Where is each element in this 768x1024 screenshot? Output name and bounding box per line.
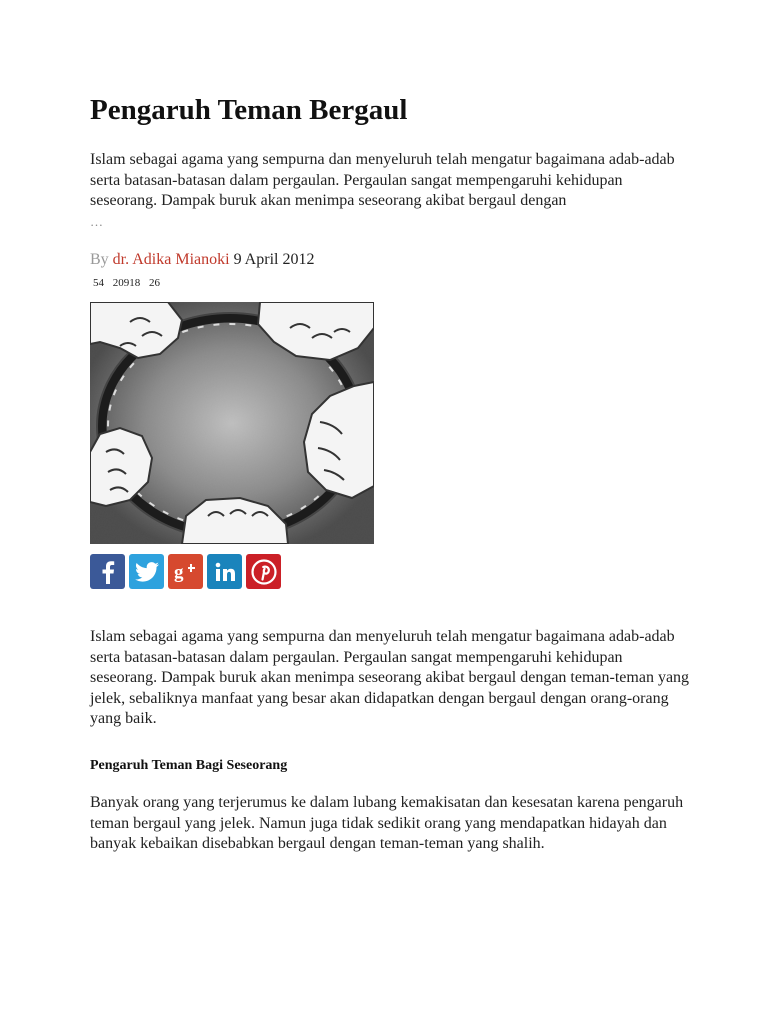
read-more-ellipsis[interactable]: …: [90, 213, 103, 229]
linkedin-share-button[interactable]: [207, 554, 242, 589]
google-plus-share-button[interactable]: [168, 554, 203, 589]
share-count-2: 20918: [112, 277, 141, 289]
publish-date: 9 April 2012: [233, 251, 315, 268]
svg-text:g: g: [173, 561, 183, 583]
twitter-share-button[interactable]: [129, 554, 164, 589]
paragraph-2: Banyak orang yang terjerumus ke dalam lubang kemakisatan dan kesesatan karena pengaruh teman bergaul yang jelek. Namun juga tidak sedikit orang yang mendapatkan hidayah dan banyak kebaikan disebabkan bergaul dengan teman-teman yang shalih.: [90, 794, 684, 852]
facebook-icon: [97, 560, 119, 584]
google-plus-icon: [173, 561, 199, 583]
facebook-share-button[interactable]: [90, 554, 125, 589]
twitter-icon: [135, 561, 159, 583]
section-heading: Pengaruh Teman Bagi Seseorang: [90, 758, 288, 773]
share-count-3: 26: [149, 277, 160, 289]
pinterest-share-button[interactable]: [246, 554, 281, 589]
article-intro: [90, 150, 690, 232]
share-buttons: [90, 554, 281, 589]
article-title: Pengaruh Teman Bergaul: [90, 94, 408, 126]
hands-ring-illustration: [90, 302, 374, 544]
hero-image: [90, 302, 374, 544]
byline: [90, 250, 314, 270]
author-link[interactable]: dr. Adika Mianoki: [112, 251, 230, 268]
paragraph-1: Islam sebagai agama yang sempurna dan menyeluruh telah mengatur bagaimana adab-adab serta batasan-batasan dalam pergaulan. Pergaulan sangat mempengaruhi kehidupan seseorang. Dampak buruk akan menimpa seseorang akibat bergaul dengan teman-teman yang jelek, sebaliknya manfaat yang besar akan didapatkan dengan bergaul dengan orang-orang yang baik.: [90, 628, 690, 727]
share-counts: [93, 276, 166, 290]
share-count-1: 54: [93, 277, 104, 289]
byline-by: By: [90, 251, 109, 268]
pinterest-icon: [251, 559, 277, 585]
intro-text: Islam sebagai agama yang sempurna dan menyeluruh telah mengatur bagaimana adab-adab serta batasan-batasan dalam pergaulan. Pergaulan sangat mempengaruhi kehidupan seseorang. Dampak buruk akan menimpa seseorang akibat bergaul dengan: [90, 151, 675, 209]
linkedin-icon: [214, 561, 236, 583]
